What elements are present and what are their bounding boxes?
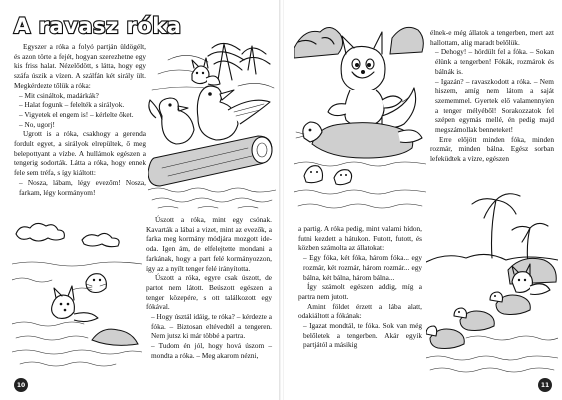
- dialogue-line: – Igazat mondtál, te fóka. Sok van még belőletek a tengerben. Akár egyik partjától a másikig: [303, 321, 422, 350]
- paragraph: Amint földet érzett a lába alatt, odakiáltott a fókának:: [298, 301, 422, 321]
- fox-on-seal-illustration: [294, 8, 426, 218]
- paragraph: élnek-e még állatok a tengerben, mert azt hallottam, alig maradt belőlük.: [430, 28, 554, 47]
- fox-swimming-illustration: [12, 220, 142, 370]
- dialogue-line: – Mit csináltok, madárkák?: [19, 90, 99, 100]
- paragraph: Egyszer a róka a folyó partján üldögélt, és azon törte a fejét, hogyan szerezhetne egy kis friss halat. Nézelődött, s látta, hogy egy száfa úszik a vízen. A szálfán két sirály ült. Megkérdezte tőlük a róka:: [14, 42, 146, 90]
- dialogue-line: – Igazán? – ravaszkodott a róka. – Nem hiszem, amíg nem látom a saját szememmel. Gyertek elő valamennyien a tenger mélyéből! Sorakozzatok fel szépen egymás mellé, én pedig majd megszámollak benneteket!: [435, 76, 554, 135]
- paragraph: Úszott a róka, mint egy csónak. Kavarták a lábai a vizet, mint az evezők, a farka meg kormány módjára mozgott ide-oda. Igen ám, de elfelejtette mondani a farkának, hogy a part felé kormányozzon, így az a nyílt tenger felé irányította.: [146, 215, 272, 273]
- paragraph: a partig. A róka pedig, mint valami hídon, futni kezdett a hátukon. Futott, futott, és közben számolta az állatokat:: [298, 224, 422, 253]
- dialogue-line: – Tudom én jól, hogy hová úszom – mondta a róka. – Meg akarom nézni,: [151, 341, 272, 360]
- page-number: 10: [14, 378, 28, 392]
- right-page: [284, 0, 562, 400]
- seagulls-log-illustration: [148, 40, 276, 212]
- dialogue-line: – Nosza, lábam, légy evezőm! Nosza, farkam, légy kormányom!: [19, 177, 146, 197]
- left-column-top: [14, 42, 146, 197]
- paragraph: Úszott a róka, egyre csak úszott, de partot nem látott. Beúszott egészen a tenger közepére, s ott találkozott egy fókával.: [146, 273, 272, 312]
- paragraph: Erre előjött minden fóka, minden rozmár, minden bálna. Egész sorban lefeküdtek a vízre, egészen: [430, 134, 554, 164]
- left-column-bottom: [146, 215, 272, 361]
- dialogue-line: – Hogy úsztál idáig, te róka? – kérdezte a fóka. – Biztosan eltévedtél a tengeren. Nem jutsz ki már többé a partra.: [151, 312, 272, 341]
- dialogue-line: – Dehogy! – hördült fel a fóka. – Sokan élünk a tengerben! Fókák, rozmárok és bálnák is.: [435, 47, 554, 76]
- page-number: 11: [538, 378, 552, 392]
- right-column-bottom: [298, 224, 422, 350]
- fox-crossing-seals-illustration: [426, 188, 558, 378]
- dialogue-line: – No, ugorj!: [19, 119, 55, 129]
- story-title: A ravasz róka: [14, 14, 182, 38]
- left-page: [0, 0, 280, 400]
- paragraph: Így számolt egészen addig, míg a partra nem jutott.: [298, 282, 422, 301]
- dialogue-line: – Halat fogunk – felelték a sirályok.: [19, 100, 125, 110]
- dialogue-line: – Egy fóka, két fóka, három fóka... egy rozmár, két rozmár, három rozmár... egy bálna, két bálna, három bálna...: [303, 253, 422, 282]
- dialogue-line: – Vigyetek el engem is! – kérlelte őket.: [19, 109, 134, 119]
- paragraph: Ugrott is a róka, csakhogy a gerenda fordult egyet, a sirályok elrepültek, ő meg belepottyant a vízbe. A hullámok egészen a tengerig sodorták. Látta a róka, hogy ennek fele sem tréfa, s így kiáltott:: [14, 129, 146, 178]
- right-column-top: [430, 28, 554, 164]
